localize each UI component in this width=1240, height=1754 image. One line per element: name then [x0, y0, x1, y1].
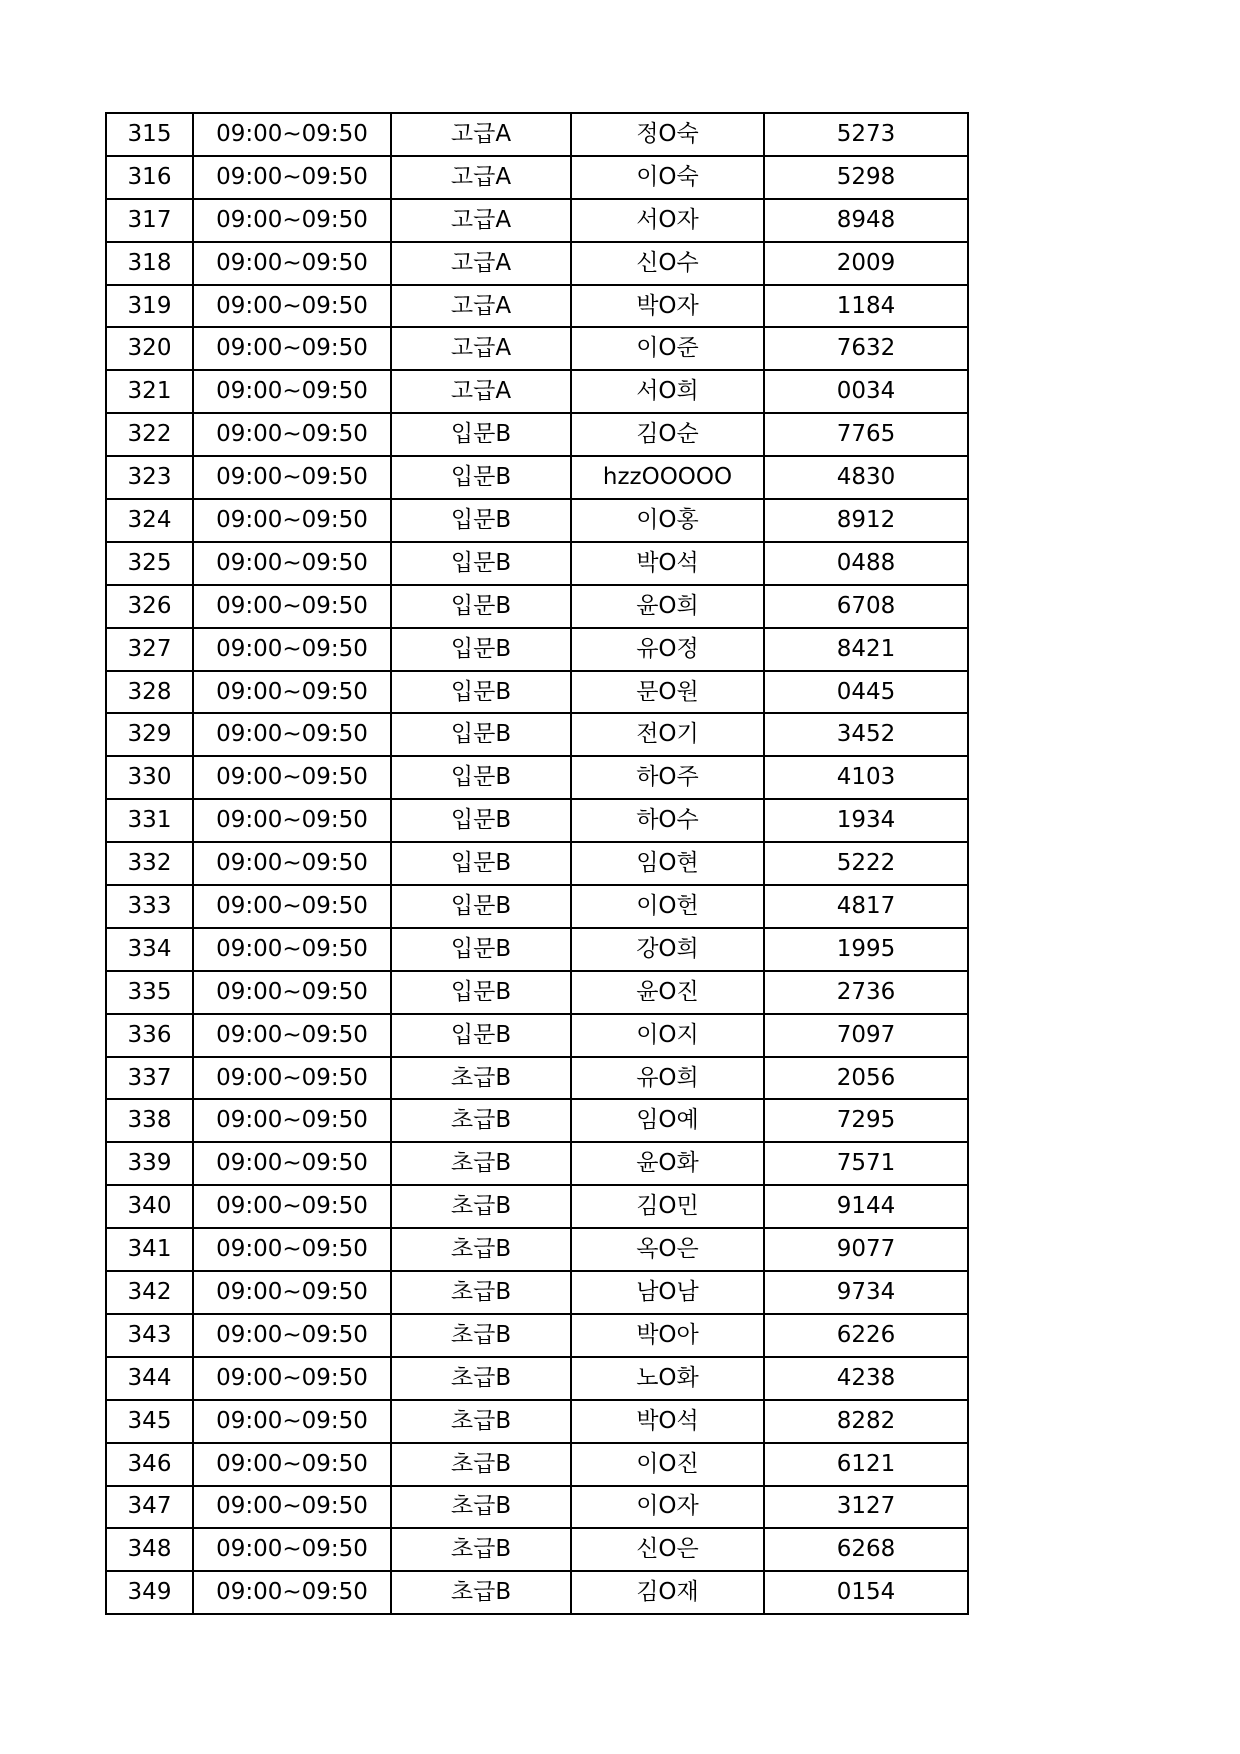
masked-name-cell: 윤O희: [571, 585, 764, 628]
table-row: [106, 1400, 968, 1443]
id-code-cell: 5273: [764, 113, 968, 156]
id-code-cell: 0445: [764, 671, 968, 714]
class-level-cell: 초급B: [391, 1443, 571, 1486]
table-row: [106, 713, 968, 756]
class-level-cell: 고급A: [391, 327, 571, 370]
id-code-cell: 8912: [764, 499, 968, 542]
id-code-cell: 7571: [764, 1142, 968, 1185]
id-code-cell: 7295: [764, 1099, 968, 1142]
entry-number-cell: 331: [106, 799, 193, 842]
class-level-cell: 입문B: [391, 542, 571, 585]
class-level-cell: 입문B: [391, 928, 571, 971]
entry-number-cell: 320: [106, 327, 193, 370]
table-row: [106, 285, 968, 328]
masked-name-cell: 전O기: [571, 713, 764, 756]
masked-name-cell: 옥O은: [571, 1228, 764, 1271]
masked-name-cell: 이O지: [571, 1014, 764, 1057]
time-slot-cell: 09:00~09:50: [193, 199, 391, 242]
table-row: [106, 799, 968, 842]
table-row: [106, 1357, 968, 1400]
table-row: [106, 370, 968, 413]
masked-name-cell: 정O숙: [571, 113, 764, 156]
entry-number-cell: 347: [106, 1486, 193, 1529]
table-row: [106, 456, 968, 499]
masked-name-cell: 박O석: [571, 1400, 764, 1443]
masked-name-cell: 윤O화: [571, 1142, 764, 1185]
class-level-cell: 고급A: [391, 370, 571, 413]
table-row: [106, 499, 968, 542]
masked-name-cell: 김O재: [571, 1571, 764, 1614]
masked-name-cell: 박O석: [571, 542, 764, 585]
entry-number-cell: 315: [106, 113, 193, 156]
time-slot-cell: 09:00~09:50: [193, 842, 391, 885]
time-slot-cell: 09:00~09:50: [193, 1443, 391, 1486]
class-level-cell: 입문B: [391, 885, 571, 928]
masked-name-cell: 김O민: [571, 1185, 764, 1228]
table-row: [106, 1099, 968, 1142]
class-level-cell: 고급A: [391, 242, 571, 285]
masked-name-cell: 하O주: [571, 756, 764, 799]
entry-number-cell: 336: [106, 1014, 193, 1057]
id-code-cell: 8948: [764, 199, 968, 242]
id-code-cell: 6121: [764, 1443, 968, 1486]
masked-name-cell: 강O희: [571, 928, 764, 971]
id-code-cell: 2736: [764, 971, 968, 1014]
id-code-cell: 3127: [764, 1486, 968, 1529]
entry-number-cell: 319: [106, 285, 193, 328]
time-slot-cell: 09:00~09:50: [193, 799, 391, 842]
id-code-cell: 1934: [764, 799, 968, 842]
class-level-cell: 입문B: [391, 585, 571, 628]
id-code-cell: 1995: [764, 928, 968, 971]
class-level-cell: 입문B: [391, 756, 571, 799]
time-slot-cell: 09:00~09:50: [193, 713, 391, 756]
entry-number-cell: 346: [106, 1443, 193, 1486]
table-row: [106, 1142, 968, 1185]
entry-number-cell: 317: [106, 199, 193, 242]
class-level-cell: 입문B: [391, 413, 571, 456]
class-level-cell: 초급B: [391, 1528, 571, 1571]
time-slot-cell: 09:00~09:50: [193, 1057, 391, 1100]
table-row: [106, 542, 968, 585]
table-row: [106, 928, 968, 971]
table-row: [106, 1185, 968, 1228]
table-row: [106, 1228, 968, 1271]
masked-name-cell: 문O원: [571, 671, 764, 714]
class-level-cell: 초급B: [391, 1571, 571, 1614]
entry-number-cell: 329: [106, 713, 193, 756]
masked-name-cell: 김O순: [571, 413, 764, 456]
id-code-cell: 6268: [764, 1528, 968, 1571]
id-code-cell: 0034: [764, 370, 968, 413]
class-level-cell: 초급B: [391, 1228, 571, 1271]
time-slot-cell: 09:00~09:50: [193, 928, 391, 971]
entry-number-cell: 323: [106, 456, 193, 499]
table-row: [106, 199, 968, 242]
table-row: [106, 1443, 968, 1486]
masked-name-cell: 서O자: [571, 199, 764, 242]
class-level-cell: 초급B: [391, 1142, 571, 1185]
class-level-cell: 고급A: [391, 285, 571, 328]
time-slot-cell: 09:00~09:50: [193, 1571, 391, 1614]
time-slot-cell: 09:00~09:50: [193, 242, 391, 285]
id-code-cell: 4830: [764, 456, 968, 499]
masked-name-cell: 유O정: [571, 628, 764, 671]
table-row: [106, 842, 968, 885]
time-slot-cell: 09:00~09:50: [193, 1271, 391, 1314]
table-row: [106, 1314, 968, 1357]
table-row: [106, 585, 968, 628]
id-code-cell: 4238: [764, 1357, 968, 1400]
id-code-cell: 6226: [764, 1314, 968, 1357]
class-level-cell: 입문B: [391, 842, 571, 885]
time-slot-cell: 09:00~09:50: [193, 1400, 391, 1443]
class-level-cell: 초급B: [391, 1271, 571, 1314]
entry-number-cell: 324: [106, 499, 193, 542]
entry-number-cell: 340: [106, 1185, 193, 1228]
entry-number-cell: 343: [106, 1314, 193, 1357]
entry-number-cell: 348: [106, 1528, 193, 1571]
time-slot-cell: 09:00~09:50: [193, 499, 391, 542]
class-level-cell: 입문B: [391, 713, 571, 756]
time-slot-cell: 09:00~09:50: [193, 413, 391, 456]
table-row: [106, 156, 968, 199]
entry-number-cell: 318: [106, 242, 193, 285]
id-code-cell: 7632: [764, 327, 968, 370]
time-slot-cell: 09:00~09:50: [193, 370, 391, 413]
entry-number-cell: 330: [106, 756, 193, 799]
entry-number-cell: 332: [106, 842, 193, 885]
class-level-cell: 고급A: [391, 156, 571, 199]
table-row: [106, 113, 968, 156]
table-row: [106, 1571, 968, 1614]
masked-name-cell: 서O희: [571, 370, 764, 413]
id-code-cell: 2009: [764, 242, 968, 285]
time-slot-cell: 09:00~09:50: [193, 1357, 391, 1400]
time-slot-cell: 09:00~09:50: [193, 1528, 391, 1571]
entry-number-cell: 341: [106, 1228, 193, 1271]
masked-name-cell: 임O현: [571, 842, 764, 885]
time-slot-cell: 09:00~09:50: [193, 1142, 391, 1185]
id-code-cell: 0488: [764, 542, 968, 585]
entry-number-cell: 327: [106, 628, 193, 671]
time-slot-cell: 09:00~09:50: [193, 885, 391, 928]
table-row: [106, 671, 968, 714]
entry-number-cell: 326: [106, 585, 193, 628]
class-level-cell: 초급B: [391, 1314, 571, 1357]
roster-table: [105, 112, 969, 1615]
class-level-cell: 초급B: [391, 1400, 571, 1443]
id-code-cell: 4103: [764, 756, 968, 799]
class-level-cell: 입문B: [391, 971, 571, 1014]
masked-name-cell: 이O진: [571, 1443, 764, 1486]
time-slot-cell: 09:00~09:50: [193, 156, 391, 199]
masked-name-cell: 남O남: [571, 1271, 764, 1314]
masked-name-cell: 윤O진: [571, 971, 764, 1014]
time-slot-cell: 09:00~09:50: [193, 1228, 391, 1271]
time-slot-cell: 09:00~09:50: [193, 628, 391, 671]
table-row: [106, 327, 968, 370]
id-code-cell: 2056: [764, 1057, 968, 1100]
id-code-cell: 9144: [764, 1185, 968, 1228]
time-slot-cell: 09:00~09:50: [193, 671, 391, 714]
entry-number-cell: 333: [106, 885, 193, 928]
table-row: [106, 1528, 968, 1571]
table-row: [106, 971, 968, 1014]
entry-number-cell: 322: [106, 413, 193, 456]
class-level-cell: 입문B: [391, 628, 571, 671]
class-level-cell: 초급B: [391, 1185, 571, 1228]
masked-name-cell: 박O자: [571, 285, 764, 328]
entry-number-cell: 339: [106, 1142, 193, 1185]
masked-name-cell: 이O홍: [571, 499, 764, 542]
id-code-cell: 7097: [764, 1014, 968, 1057]
id-code-cell: 8282: [764, 1400, 968, 1443]
time-slot-cell: 09:00~09:50: [193, 456, 391, 499]
time-slot-cell: 09:00~09:50: [193, 1014, 391, 1057]
id-code-cell: 0154: [764, 1571, 968, 1614]
class-level-cell: 입문B: [391, 456, 571, 499]
masked-name-cell: 박O아: [571, 1314, 764, 1357]
class-level-cell: 초급B: [391, 1057, 571, 1100]
entry-number-cell: 349: [106, 1571, 193, 1614]
id-code-cell: 9077: [764, 1228, 968, 1271]
masked-name-cell: 이O자: [571, 1486, 764, 1529]
id-code-cell: 3452: [764, 713, 968, 756]
masked-name-cell: 신O수: [571, 242, 764, 285]
time-slot-cell: 09:00~09:50: [193, 756, 391, 799]
entry-number-cell: 325: [106, 542, 193, 585]
time-slot-cell: 09:00~09:50: [193, 1314, 391, 1357]
table-row: [106, 413, 968, 456]
masked-name-cell: hzzOOOOO: [571, 456, 764, 499]
class-level-cell: 입문B: [391, 799, 571, 842]
masked-name-cell: 이O준: [571, 327, 764, 370]
class-level-cell: 초급B: [391, 1357, 571, 1400]
time-slot-cell: 09:00~09:50: [193, 327, 391, 370]
time-slot-cell: 09:00~09:50: [193, 542, 391, 585]
entry-number-cell: 334: [106, 928, 193, 971]
class-level-cell: 초급B: [391, 1486, 571, 1529]
entry-number-cell: 321: [106, 370, 193, 413]
entry-number-cell: 342: [106, 1271, 193, 1314]
id-code-cell: 4817: [764, 885, 968, 928]
class-level-cell: 고급A: [391, 199, 571, 242]
masked-name-cell: 유O희: [571, 1057, 764, 1100]
class-level-cell: 입문B: [391, 671, 571, 714]
table-row: [106, 1271, 968, 1314]
entry-number-cell: 338: [106, 1099, 193, 1142]
roster-table-body: [106, 113, 968, 1614]
id-code-cell: 5222: [764, 842, 968, 885]
masked-name-cell: 노O화: [571, 1357, 764, 1400]
table-row: [106, 1486, 968, 1529]
entry-number-cell: 337: [106, 1057, 193, 1100]
table-row: [106, 242, 968, 285]
id-code-cell: 5298: [764, 156, 968, 199]
masked-name-cell: 이O헌: [571, 885, 764, 928]
id-code-cell: 7765: [764, 413, 968, 456]
time-slot-cell: 09:00~09:50: [193, 1099, 391, 1142]
table-row: [106, 1014, 968, 1057]
table-row: [106, 1057, 968, 1100]
id-code-cell: 8421: [764, 628, 968, 671]
class-level-cell: 초급B: [391, 1099, 571, 1142]
masked-name-cell: 하O수: [571, 799, 764, 842]
masked-name-cell: 이O숙: [571, 156, 764, 199]
id-code-cell: 1184: [764, 285, 968, 328]
id-code-cell: 6708: [764, 585, 968, 628]
entry-number-cell: 344: [106, 1357, 193, 1400]
table-row: [106, 756, 968, 799]
time-slot-cell: 09:00~09:50: [193, 285, 391, 328]
masked-name-cell: 신O은: [571, 1528, 764, 1571]
masked-name-cell: 임O예: [571, 1099, 764, 1142]
time-slot-cell: 09:00~09:50: [193, 1486, 391, 1529]
class-level-cell: 입문B: [391, 499, 571, 542]
entry-number-cell: 345: [106, 1400, 193, 1443]
time-slot-cell: 09:00~09:50: [193, 113, 391, 156]
entry-number-cell: 335: [106, 971, 193, 1014]
id-code-cell: 9734: [764, 1271, 968, 1314]
time-slot-cell: 09:00~09:50: [193, 1185, 391, 1228]
class-level-cell: 입문B: [391, 1014, 571, 1057]
time-slot-cell: 09:00~09:50: [193, 585, 391, 628]
table-row: [106, 885, 968, 928]
entry-number-cell: 328: [106, 671, 193, 714]
entry-number-cell: 316: [106, 156, 193, 199]
class-level-cell: 고급A: [391, 113, 571, 156]
time-slot-cell: 09:00~09:50: [193, 971, 391, 1014]
table-row: [106, 628, 968, 671]
